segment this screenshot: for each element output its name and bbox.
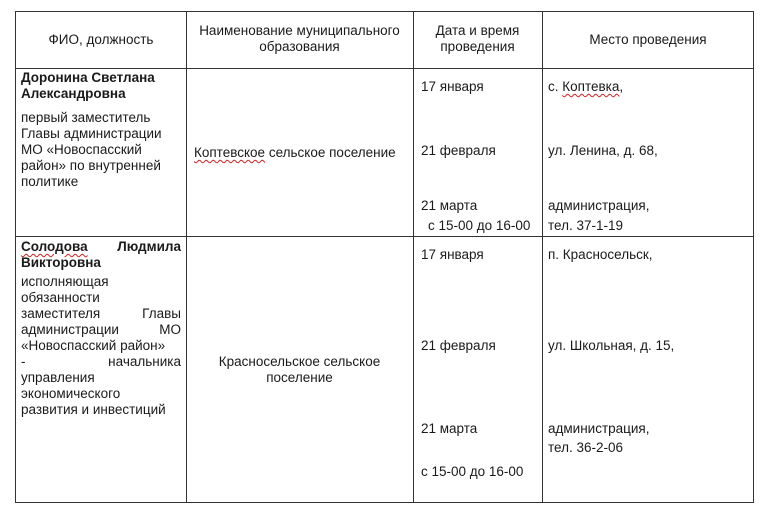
date-1-3: 21 марта [421, 198, 478, 213]
official-position-1 [21, 110, 162, 190]
place-phone-1: тел. 37-1-19 [548, 218, 624, 233]
place-street-2: ул. Школьная, д. 15, [548, 338, 675, 353]
place-town-1 [548, 79, 623, 95]
header-date-line: Дата и время [435, 23, 520, 38]
official-name-line: Доронина Светлана [21, 70, 155, 85]
time-1: с 15-00 до 16-00 [428, 218, 531, 233]
municipality-name: Коптевское [194, 145, 266, 160]
position-line: заместителя Главы [21, 306, 181, 321]
header-place: Место проведения [589, 32, 707, 47]
header-name: ФИО, должность [48, 32, 154, 47]
place-town-2: п. Красносельск, [548, 247, 653, 262]
position-line: - начальника [21, 354, 181, 369]
place-town-name: Коптевка [562, 79, 620, 94]
header-mo-line: образования [259, 39, 340, 54]
time-2: с 15-00 до 16-00 [421, 464, 524, 479]
schedule-table [15, 11, 754, 503]
position-line: управления [21, 370, 95, 385]
row-divider [16, 236, 753, 237]
official-name-1 [21, 70, 155, 102]
position-line: первый заместитель [21, 110, 151, 125]
position-line: политике [21, 174, 79, 189]
place-street-1: ул. Ленина, д. 68, [548, 143, 658, 158]
date-2-2: 21 февраля [421, 338, 496, 353]
date-2-1: 17 января [421, 247, 484, 262]
official-firstname: Людмила [117, 239, 181, 254]
header-date-line: проведения [440, 39, 515, 54]
header-row-divider [16, 68, 753, 69]
official-surname: Солодова [21, 239, 88, 254]
place-phone-2: тел. 36-2-06 [548, 440, 624, 455]
position-line: «Новоспасский район» [21, 338, 166, 353]
column-divider [413, 12, 414, 502]
official-name-line [21, 239, 181, 255]
municipality-line: Красносельское сельское [218, 354, 381, 369]
position-line: Главы администрации [21, 126, 162, 141]
date-1-2: 21 февраля [421, 143, 496, 158]
date-1-1: 17 января [421, 79, 484, 94]
place-prefix: с. [548, 79, 563, 94]
municipality-line: поселение [266, 370, 333, 385]
place-admin-2: администрация, [548, 421, 650, 436]
position-line: обязанности [21, 290, 100, 305]
municipality-1 [194, 145, 396, 161]
official-name-2 [21, 239, 181, 271]
official-position-2 [21, 274, 181, 418]
header-mo [186, 23, 413, 55]
position-line: администрации МО [21, 322, 181, 337]
date-2-3: 21 марта [421, 421, 478, 436]
position-line: экономического [21, 386, 121, 401]
column-divider [542, 12, 543, 502]
official-name-line: Александровна [21, 86, 126, 101]
municipality-2 [186, 354, 413, 386]
header-mo-line: Наименование муниципального [199, 23, 400, 38]
header-date [413, 23, 542, 55]
position-line: МО «Новоспасский [21, 142, 142, 157]
position-line: исполняющая [21, 274, 109, 289]
place-punct: , [619, 79, 624, 94]
position-line: развития и инвестиций [21, 402, 166, 417]
column-divider [186, 12, 187, 502]
position-line: район» по внутренней [21, 158, 161, 173]
place-admin-1: администрация, [548, 198, 650, 213]
municipality-type: сельское поселение [265, 145, 396, 160]
official-name-line: Викторовна [21, 255, 101, 270]
